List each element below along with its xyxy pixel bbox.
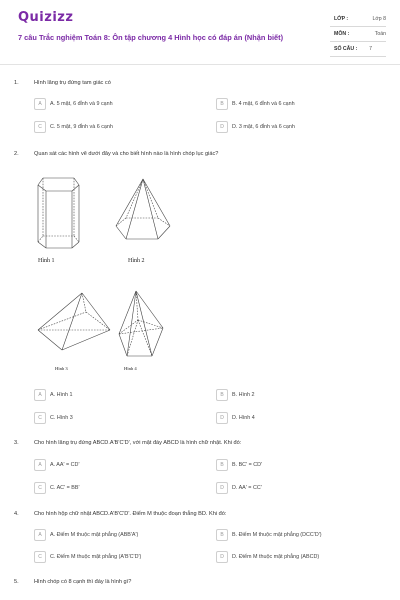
question-1-number: 1. (14, 80, 19, 86)
figure-1-label: Hình 1 (38, 258, 55, 264)
figure-pentagonal-pyramid (114, 288, 168, 364)
question-3-option-c[interactable] (34, 482, 194, 494)
meta-subject-value: Toán (374, 31, 386, 37)
question-3-option-b[interactable] (216, 459, 376, 471)
question-3-option-a[interactable] (34, 459, 194, 471)
option-text: C. Hình 3 (50, 415, 73, 421)
question-5-number: 5. (14, 579, 19, 585)
option-letter-box: C (34, 482, 46, 494)
question-2-option-a[interactable] (34, 389, 194, 401)
option-text: D. AA' = CC' (232, 485, 262, 491)
question-4-option-d[interactable] (216, 551, 376, 563)
option-text: A. Điểm M thuộc mặt phẳng (ABB'A') (50, 532, 139, 538)
question-3-number: 3. (14, 440, 19, 446)
figure-2-label: Hình 2 (128, 258, 145, 264)
question-2-option-b[interactable] (216, 389, 376, 401)
question-4-option-c[interactable] (34, 551, 194, 563)
question-4-text: Cho hình hộp chữ nhật ABCD.A'B'C'D'. Điểm M thuộc đoạn thẳng BD. Khi đó: (34, 511, 227, 517)
question-4-option-b[interactable] (216, 529, 376, 541)
option-text: A. AA' = CD' (50, 462, 80, 468)
option-letter-box: D (216, 551, 228, 563)
divider (330, 56, 386, 57)
question-1-option-c[interactable] (34, 121, 194, 133)
option-text: B. Điểm M thuộc mặt phẳng (DCC'D') (232, 532, 322, 538)
option-text: D. 3 mặt, 6 đỉnh và 6 cạnh (232, 124, 295, 130)
option-text: D. Điểm M thuộc mặt phẳng (ABCD) (232, 554, 320, 560)
page-title: 7 câu Trắc nghiệm Toán 8: Ôn tập chương 4 Hình học có đáp án (Nhận biết) (18, 33, 284, 42)
question-1-option-a[interactable] (34, 98, 194, 110)
option-letter-box: B (216, 98, 228, 110)
header-divider (0, 64, 400, 65)
option-letter-box: D (216, 121, 228, 133)
question-1-option-d[interactable] (216, 121, 376, 133)
meta-subject-label: MÔN : (334, 31, 350, 37)
question-4-option-a[interactable] (34, 529, 194, 541)
question-2-option-c[interactable] (34, 412, 194, 424)
option-text: B. 4 mặt, 6 đỉnh và 6 cạnh (232, 101, 295, 107)
option-text: B. Hình 2 (232, 392, 255, 398)
option-text: C. 5 mặt, 9 đỉnh và 6 cạnh (50, 124, 113, 130)
option-letter-box: C (34, 551, 46, 563)
option-text: D. Hình 4 (232, 415, 255, 421)
meta-grade-label: LỚP : (334, 16, 349, 22)
option-letter-box: A (34, 98, 46, 110)
question-3-text: Cho hình lăng trụ đứng ABCD.A'B'C'D', với mặt đáy ABCD là hình chữ nhật. Khi đó: (34, 440, 242, 446)
option-letter-box: B (216, 459, 228, 471)
meta-grade-value: Lớp 8 (372, 16, 386, 22)
meta-count-value: 7 (369, 46, 372, 52)
question-2-text: Quan sát các hình vẽ dưới đây và cho biết hình nào là hình chóp lục giác? (34, 151, 219, 157)
figure-3-label: Hình 3 (55, 366, 68, 371)
question-2-number: 2. (14, 151, 19, 157)
option-letter-box: D (216, 482, 228, 494)
option-letter-box: C (34, 121, 46, 133)
option-text: C. AC' = BB' (50, 485, 80, 491)
option-letter-box: A (34, 389, 46, 401)
option-text: B. BC' = CD' (232, 462, 263, 468)
option-text: C. Điểm M thuộc mặt phẳng (A'B'C'D') (50, 554, 142, 560)
option-text: A. Hình 1 (50, 392, 73, 398)
option-letter-box: B (216, 529, 228, 541)
option-letter-box: D (216, 412, 228, 424)
question-5-text: Hình chóp có 8 cạnh thì đáy là hình gì? (34, 579, 132, 585)
figure-4-label: Hình 4 (124, 366, 137, 371)
option-letter-box: C (34, 412, 46, 424)
meta-count-label: SỐ CÂU : (334, 46, 358, 52)
figure-hexagonal-pyramid (112, 176, 174, 248)
question-4-number: 4. (14, 511, 19, 517)
question-1-option-b[interactable] (216, 98, 376, 110)
question-1-text: Hình lăng trụ đứng tam giác có (34, 80, 111, 86)
divider (330, 26, 386, 27)
option-letter-box: A (34, 459, 46, 471)
quizizz-logo: Quizizz (18, 10, 74, 25)
option-text: A. 5 mặt, 6 đỉnh và 9 cạnh (50, 101, 113, 107)
question-2-option-d[interactable] (216, 412, 376, 424)
option-letter-box: A (34, 529, 46, 541)
divider (330, 41, 386, 42)
figure-square-pyramid (30, 290, 116, 360)
figure-hexagonal-prism (34, 174, 84, 256)
option-letter-box: B (216, 389, 228, 401)
question-3-option-d[interactable] (216, 482, 376, 494)
